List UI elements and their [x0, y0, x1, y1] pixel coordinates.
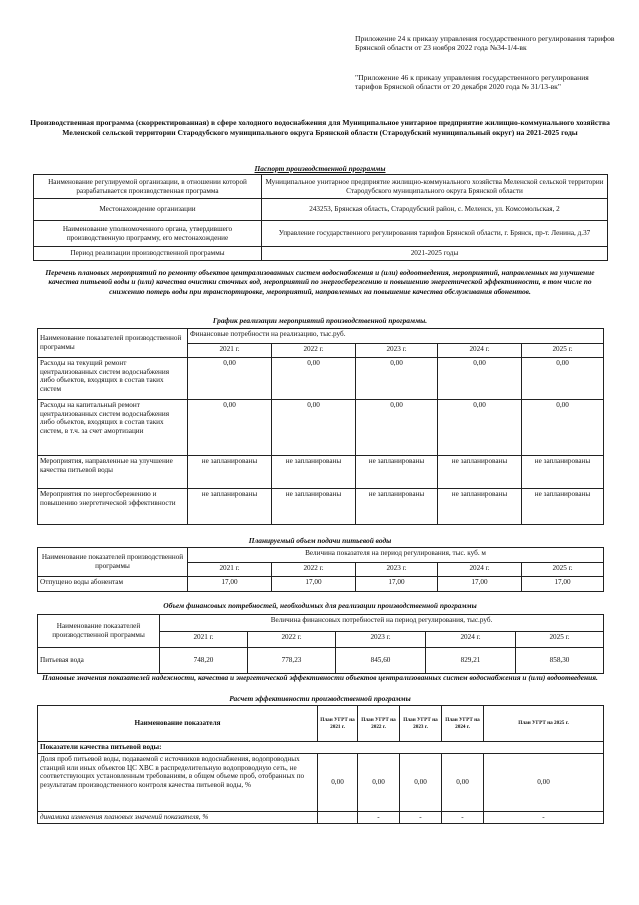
cell-value: не запланированы [522, 489, 604, 525]
passport-value: Управление государственного регулирования тарифов Брянской области, г. Брянск, пр-т. Ленина, д.37 [262, 221, 608, 247]
section-header: Показатели качества питьевой воды: [38, 742, 604, 754]
cell-value: 17,00 [188, 577, 272, 592]
finance-group-header: Величина финансовых потребностей на период регулирования, тыс.руб. [160, 615, 604, 632]
year-header: 2021 г. [188, 563, 272, 577]
cell-value: 17,00 [438, 577, 522, 592]
year-header: 2023 г. [356, 563, 438, 577]
cell-value: 0,00 [188, 400, 272, 456]
table-row [38, 489, 604, 525]
volume-caption: Планируемый объем подачи питьевой воды [248, 536, 392, 545]
row-label: Расходы на текущий ремонт централизованных систем водоснабжения либо объектов, входящих в состав таких систем [38, 358, 188, 400]
row-label: Доля проб питьевой воды, подаваемой с источников водоснабжения, водопроводных станций или иных объектов ЦС ХВС в распределительную водопроводную сеть, не соответствующих установленным требованиям, в общем объеме проб, отобранных по результатам производственного контроля качества питьевой воды, % [38, 754, 318, 812]
passport-label: Наименование регулируемой организации, в отношении которой разрабатывается производственная программа [34, 175, 262, 199]
measures-schedule-caption: График реализации мероприятий производственной программы. [212, 316, 428, 325]
cell-value: 17,00 [356, 577, 438, 592]
passport-row [34, 199, 608, 221]
cell-value: 0,00 [522, 400, 604, 456]
cell-value: - [484, 812, 604, 824]
measures-group-header: Финансовые потребности на реализацию, тыс.руб. [188, 329, 604, 344]
cell-value: не запланированы [438, 456, 522, 489]
year-header: 2025 г. [516, 632, 604, 648]
cell-value: 0,00 [484, 754, 604, 812]
volume-table [37, 547, 604, 592]
table-row [38, 648, 604, 674]
year-header: План УГРТ на 2024 г. [442, 706, 484, 742]
efficiency-caption: Плановые значения показателей надежности, качества и энергетической эффективности объектов централизованных систем водоснабжения и (или) водоотведения. [42, 673, 598, 682]
cell-value: - [358, 812, 400, 824]
cell-value: не запланированы [522, 456, 604, 489]
cell-value: 829,21 [426, 648, 516, 674]
table-row [38, 812, 604, 824]
cell-value: 0,00 [272, 358, 356, 400]
cell-value: - [442, 812, 484, 824]
page-title: Производственная программа (скорректированная) в сфере холодного водоснабжения для Муниципальное унитарное предприятие жилищно-коммунального хозяйства Меленской сельской территории Стародубского муниципального округа Брянской области (Стародубский муниципальный округ) на 2021-2025 годы [30, 118, 610, 137]
row-label: динамика изменения плановых значений показателя, % [38, 812, 318, 824]
finance-table [37, 614, 604, 674]
table-row [38, 400, 604, 456]
year-header: План УГРТ на 2023 г. [400, 706, 442, 742]
passport-row [34, 247, 608, 261]
header-appendix-46: "Приложение 46 к приказу управления государственного регулирования тарифов Брянской области от 20 декабря 2020 года № 31/13-вк" [355, 73, 589, 92]
passport-table [33, 174, 608, 261]
cell-value [318, 812, 358, 824]
efficiency-calc-caption: Расчет эффективности производственной программы [229, 694, 411, 703]
cell-value: 0,00 [442, 754, 484, 812]
row-label: Питьевая вода [38, 648, 160, 674]
efficiency-col-header: Наименование показателя [38, 706, 318, 742]
table-row [38, 456, 604, 489]
year-header: 2021 г. [160, 632, 248, 648]
cell-value: 748,20 [160, 648, 248, 674]
passport-label: Период реализации производственной программы [34, 247, 262, 261]
year-header: 2021 г. [188, 344, 272, 358]
volume-col-header: Наименование показателей производственной программы [38, 548, 188, 577]
cell-value: не запланированы [272, 456, 356, 489]
cell-value: 0,00 [356, 400, 438, 456]
cell-value: 845,60 [336, 648, 426, 674]
volume-group-header: Величина показателя на период регулирования, тыс. куб. м [188, 548, 604, 563]
cell-value: 0,00 [358, 754, 400, 812]
cell-value: 0,00 [356, 358, 438, 400]
cell-value: 0,00 [272, 400, 356, 456]
cell-value: не запланированы [272, 489, 356, 525]
measures-col-header: Наименование показателей производственной программы [38, 329, 188, 358]
cell-value: 0,00 [188, 358, 272, 400]
row-label: Расходы на капитальный ремонт централизованных систем водоснабжения либо объектов, входящих в состав таких систем, в т.ч. за счет амортизации [38, 400, 188, 456]
row-label: Отпущено воды абонентам [38, 577, 188, 592]
cell-value: 0,00 [522, 358, 604, 400]
year-header: 2022 г. [248, 632, 336, 648]
year-header: 2025 г. [522, 344, 604, 358]
cell-value: не запланированы [356, 456, 438, 489]
cell-value: не запланированы [188, 456, 272, 489]
year-header: План УГРТ на 2021 г. [318, 706, 358, 742]
cell-value: 778,23 [248, 648, 336, 674]
finance-caption: Объем финансовых потребностей, необходимых для реализации производственной программы [163, 601, 477, 610]
cell-value: не запланированы [188, 489, 272, 525]
table-row [38, 754, 604, 812]
passport-value: 243253, Брянская область, Стародубский район, с. Меленск, ул. Комсомольская, 2 [262, 199, 608, 221]
cell-value: 0,00 [438, 400, 522, 456]
table-row [38, 577, 604, 592]
efficiency-table [37, 705, 604, 824]
cell-value: не запланированы [356, 489, 438, 525]
cell-value: - [400, 812, 442, 824]
cell-value: не запланированы [438, 489, 522, 525]
header-appendix-24: Приложение 24 к приказу управления государственного регулирования тарифов Брянской области от 23 ноября 2022 года №34-1/4-вк [355, 34, 615, 53]
year-header: 2023 г. [356, 344, 438, 358]
cell-value: 0,00 [318, 754, 358, 812]
passport-value: Муниципальное унитарное предприятие жилищно-коммунального хозяйства Меленской сельской территории Стародубского муниципального округа Брянской области [262, 175, 608, 199]
finance-col-header: Наименование показателей производственной программы [38, 615, 160, 648]
table-row [38, 358, 604, 400]
cell-value: 17,00 [272, 577, 356, 592]
cell-value: 858,30 [516, 648, 604, 674]
year-header: 2022 г. [272, 563, 356, 577]
cell-value: 17,00 [522, 577, 604, 592]
year-header: 2024 г. [438, 563, 522, 577]
row-label: Мероприятия, направленные на улучшение качества питьевой воды [38, 456, 188, 489]
measures-table [37, 328, 604, 525]
passport-row [34, 221, 608, 247]
measures-caption: Перечень плановых мероприятий по ремонту объектов централизованных систем водоснабжения и (или) водоотведения, мероприятий, направленных на улучшение качества питьевой воды и (или) качества очистки сточных вод, мероприятий по энергосбережению и повышению энергетической эффективности, в том числе по снижению потерь воды при транспортировке, мероприятий, направленных на повышение качества обслуживания абонентов. [45, 268, 595, 296]
year-header: 2025 г. [522, 563, 604, 577]
passport-label: Наименование уполномоченного органа, утвердившего производственную программу, его местонахождение [34, 221, 262, 247]
passport-value: 2021-2025 годы [262, 247, 608, 261]
year-header: 2022 г. [272, 344, 356, 358]
row-label: Мероприятия по энергосбережению и повышению энергетической эффективности [38, 489, 188, 525]
passport-label: Местонахождение организации [34, 199, 262, 221]
passport-row [34, 175, 608, 199]
year-header: План УГРТ на 2025 г. [484, 706, 604, 742]
cell-value: 0,00 [438, 358, 522, 400]
year-header: 2024 г. [426, 632, 516, 648]
year-header: 2023 г. [336, 632, 426, 648]
year-header: План УГРТ на 2022 г. [358, 706, 400, 742]
year-header: 2024 г. [438, 344, 522, 358]
passport-caption: Паспорт производственной программы [254, 164, 386, 173]
cell-value: 0,00 [400, 754, 442, 812]
